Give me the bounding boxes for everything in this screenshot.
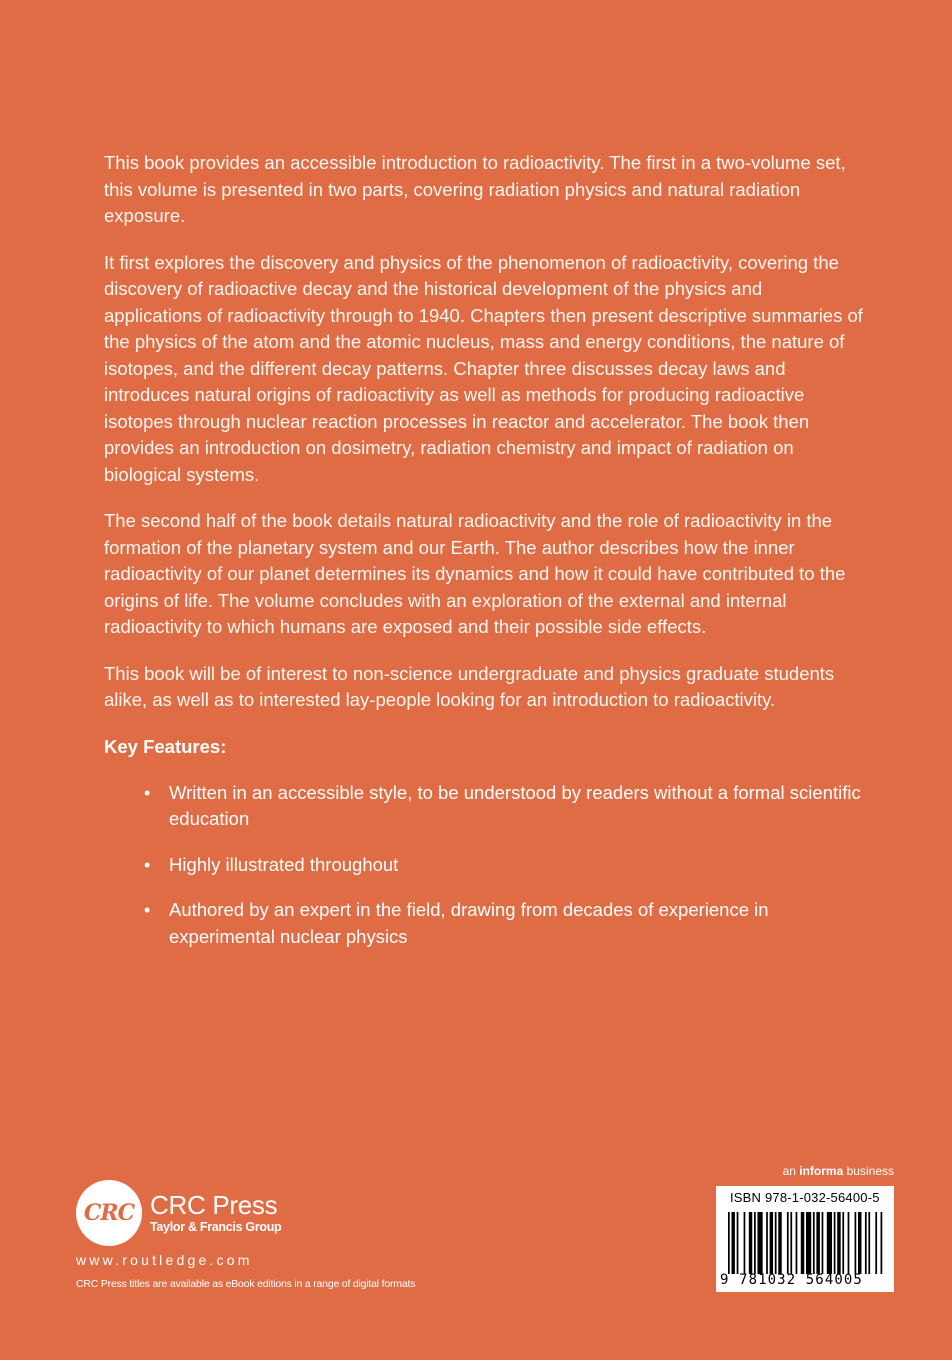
feature-item xyxy=(104,897,864,950)
key-features-list xyxy=(104,780,864,951)
barcode xyxy=(716,1186,894,1292)
description-block xyxy=(104,150,864,969)
key-features-heading: Key Features: xyxy=(104,735,227,757)
bullet-icon: • xyxy=(144,854,151,875)
feature-text: Authored by an expert in the field, drawing from decades of experience in experimental nuclear physics xyxy=(169,899,769,947)
publisher-block xyxy=(76,1180,496,1290)
publisher-logo-text xyxy=(150,1191,281,1235)
feature-item xyxy=(104,780,864,833)
informa-tagline xyxy=(783,1164,894,1178)
publisher-logo xyxy=(76,1180,496,1246)
ebook-note: CRC Press titles are available as eBook editions in a range of digital formats xyxy=(76,1278,416,1290)
feature-text: Highly illustrated throughout xyxy=(169,853,399,875)
informa-brand: informa xyxy=(799,1164,844,1178)
crc-logo-icon: CRC xyxy=(76,1180,142,1246)
description-paragraph-2: It first explores the discovery and physics of the phenomenon of radioactivity, covering the discovery of radioactive decay and the historical development of the physics and applications of radioactivity through to 1940. Chapters then present descriptive summaries of the physics of the atom and the atomic nucleus, mass and energy conditions, the nature of isotopes, and the different decay patterns. Chapter three discusses decay laws and introduces natural origins of radioactivity as well as methods for producing radioactive isotopes through nuclear reaction processes in reactor and accelerator. The book then provides an introduction on dosimetry, radiation chemistry and impact of radiation on biological systems. xyxy=(104,251,863,485)
informa-suffix: business xyxy=(846,1164,894,1178)
feature-text: Written in an accessible style, to be understood by readers without a formal scientific education xyxy=(169,781,861,829)
description-paragraph-1: This book provides an accessible introduction to radioactivity. The first in a two-volume set, this volume is presented in two parts, covering radiation physics and natural radiation exposure. xyxy=(104,152,846,226)
bullet-icon: • xyxy=(144,782,151,803)
feature-item xyxy=(104,852,864,879)
publisher-website[interactable]: www.routledge.com xyxy=(76,1252,253,1268)
barcode-bars xyxy=(728,1212,884,1274)
description-paragraph-3: The second half of the book details natural radioactivity and the role of radioactivity in the formation of the planetary system and our Earth. The author describes how the inner radioactivity of our planet determines its dynamics and how it could have contributed to the origins of life. The volume concludes with an exploration of the external and internal radioactivity to which humans are exposed and their possible side effects. xyxy=(104,510,846,637)
description-paragraph-4: This book will be of interest to non-science undergraduate and physics graduate students alike, as well as to interested lay-people looking for an introduction to radioactivity. xyxy=(104,662,835,710)
publisher-group: Taylor & Francis Group xyxy=(150,1220,282,1234)
publisher-name: CRC Press xyxy=(150,1190,278,1220)
barcode-digits: 9 781032 564005 xyxy=(720,1272,863,1288)
informa-prefix: an xyxy=(782,1164,796,1178)
isbn-label: ISBN 978-1-032-56400-5 xyxy=(730,1190,880,1205)
bullet-icon: • xyxy=(144,900,151,920)
